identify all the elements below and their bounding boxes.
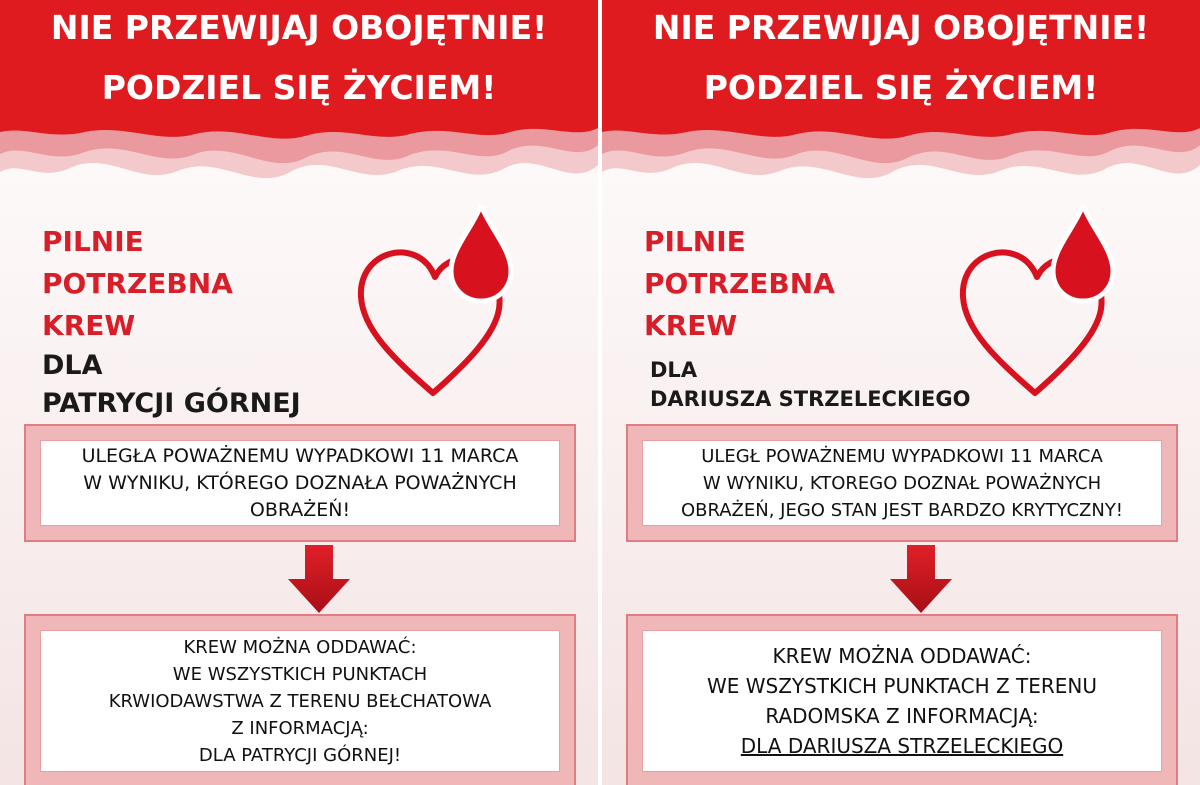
banner-line-2: PODZIEL SIĘ ŻYCIEM! [703,68,1099,107]
story-line-3: OBRAŻEŃ! [249,498,351,521]
donate-line-3: KRWIODAWSTWA Z TERENU BEŁCHATOWA [108,690,492,712]
for-label: DLA [42,350,103,381]
story-box [24,424,576,542]
header-banner [0,0,598,125]
donate-box [24,614,576,785]
donate-line-4: DLA DARIUSZA STRZELECKIEGO [740,734,1064,758]
story-box [626,424,1178,542]
heading-line-1: PILNIE [42,225,144,258]
donate-box [626,614,1178,785]
heading-line-2: POTRZEBNA [644,267,835,300]
donate-line-1: KREW MOŻNA ODDAWAĆ: [772,644,1032,668]
donate-line-2: WE WSZYSTKICH PUNKTACH [172,663,428,685]
story-line-2: W WYNIKU, KTOREGO DOZNAŁ POWAŻNYCH [702,472,1102,494]
blood-drop-icon [451,205,511,301]
heading-line-3: KREW [42,309,136,342]
donate-line-4: Z INFORMACJĄ: [231,717,369,739]
donate-box-inner [40,630,560,772]
heading-line-3: KREW [644,309,738,342]
story-line-1: ULEGŁ POWAŻNEMU WYPADKOWI 11 MARCA [701,445,1103,467]
donate-line-2: WE WSZYSTKICH PUNKTACH Z TERENU [706,674,1098,698]
down-arrow-icon [288,545,350,613]
heart-with-drop [355,205,515,400]
banner-line-1: NIE PRZEWIJAJ OBOJĘTNIE! [50,8,548,47]
down-arrow-icon [890,545,952,613]
poster-patrycja [0,0,598,785]
story-line-1: ULEGŁA POWAŻNEMU WYPADKOWI 11 MARCA [81,444,519,467]
story-box-inner [642,440,1162,526]
donate-line-5: DLA PATRYCJI GÓRNEJ! [198,744,402,766]
heart-with-drop [957,205,1117,400]
donate-line-3: RADOMSKA Z INFORMACJĄ: [765,704,1039,728]
heading-line-1: PILNIE [644,225,746,258]
donate-line-1: KREW MOŻNA ODDAWAĆ: [183,636,417,658]
poster-dariusz [602,0,1200,785]
story-line-2: W WYNIKU, KTÓREGO DOZNAŁA POWAŻNYCH [83,471,517,494]
banner-line-1: NIE PRZEWIJAJ OBOJĘTNIE! [652,8,1150,47]
banner-line-2: PODZIEL SIĘ ŻYCIEM! [101,68,497,107]
heading-line-2: POTRZEBNA [42,267,233,300]
story-box-inner [40,440,560,526]
recipient-name: DARIUSZA STRZELECKIEGO [650,387,971,411]
for-label: DLA [650,358,698,382]
donate-box-inner [642,630,1162,772]
header-banner [602,0,1200,125]
blood-drop-icon [1053,205,1113,301]
recipient-name: PATRYCJI GÓRNEJ [42,388,301,419]
story-line-3: OBRAŻEŃ, JEGO STAN JEST BARDZO KRYTYCZNY! [680,499,1124,521]
